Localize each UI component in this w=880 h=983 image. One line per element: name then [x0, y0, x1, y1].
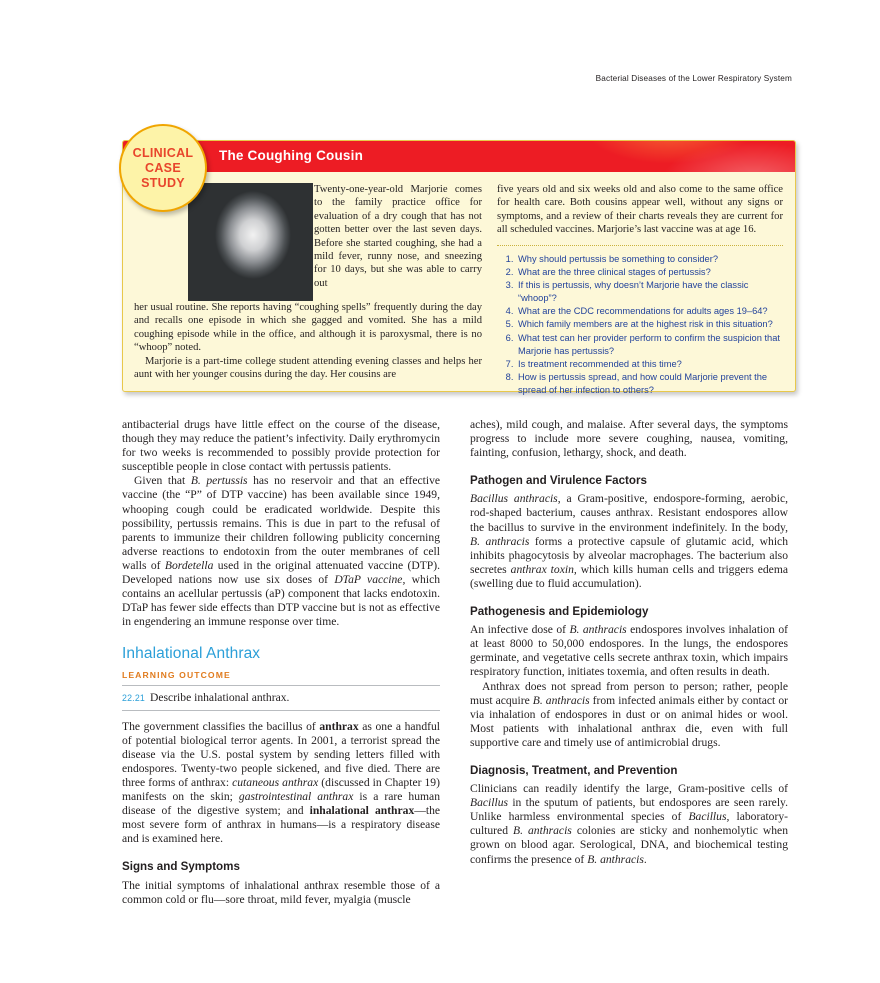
- text-run: (discussed in Chapter 19) manifests on the skin;: [122, 775, 440, 804]
- text-run: in the sputum of patients, but endospores are seen rarely. Unlike harmless environmental species of: [470, 796, 788, 824]
- text-run: Clinicians can readily identify the large, Gram-positive cells of: [470, 782, 788, 796]
- text-run: which kills human cells and triggers edema (swelling due to fluid accumulation).: [470, 562, 788, 590]
- case-study-intro-narrow: Twenty-one-year-old Marjorie comes to the family practice office for evaluation of a dry cough that has not gotten better over the last seven days. Before she started coughing, she had a mild fever, runny nose, and sneezing for 10 days, but she was able to carry out: [314, 184, 482, 289]
- list-item: 3. If this is pertussis, why doesn’t Marjorie have the classic “whoop”?: [516, 279, 787, 305]
- body-column-left: [122, 418, 440, 907]
- paragraph: [470, 680, 788, 750]
- text-italic: Bacillus: [470, 796, 508, 810]
- text-run: —the most severe form of anthrax in humans—is a respiratory disease and is examined here.: [122, 804, 441, 846]
- text-italic: B. anthracis: [532, 693, 590, 707]
- body-column-right: [470, 418, 788, 867]
- clinical-case-study-box: [122, 140, 796, 395]
- divider: [122, 710, 440, 711]
- text-run: has no reservoir and that an effective vaccine (the “P” of DTP vaccine) has been available since 1949, whooping cough could be eradicated worldwide. Despite this possibility, pertussis remains. This is due in part to the refusal of parents to immunize their children following publicity concerning adverse reactions to endotoxin from the outer membranes of cell walls of: [122, 474, 441, 572]
- clinical-case-study-badge: [119, 124, 207, 212]
- text-run: The government classifies the bacillus of: [122, 719, 320, 733]
- text-italic: B. anthracis: [587, 852, 644, 866]
- list-item: 1. Why should pertussis be something to consider?: [516, 253, 787, 266]
- badge-line-2: CASE: [145, 160, 181, 175]
- case-study-questions: [497, 253, 787, 397]
- text-italic: DTaP vaccine,: [334, 573, 406, 587]
- paragraph: aches), mild cough, and malaise. After several days, the symptoms progress to include more severe coughing, nausea, vomiting, fainting, confusion, lethargy, shock, and death.: [470, 418, 788, 460]
- text-run: , a Gram-positive, endospore-forming, aerobic, rod-shaped bacterium, causes anthrax. Resistant endospores allow the bacillus to survive in the environment indefinitely. In the body,: [470, 492, 788, 534]
- list-item: 7. Is treatment recommended at this time?: [516, 358, 787, 371]
- learning-outcome-number: 22.21: [122, 692, 146, 703]
- case-study-right-text: five years old and six weeks old and also come to the same office for health care. Both cousins appear well, without any signs or symptoms, and a review of their charts reveals they are current for all scheduled vaccines. Marjorie’s last vaccine was at age 16.: [497, 184, 783, 236]
- case-study-divider: [497, 245, 783, 246]
- learning-outcome-text: Describe inhalational anthrax.: [150, 690, 290, 704]
- text-italic: B. anthracis: [470, 534, 530, 548]
- running-head: Bacterial Diseases of the Lower Respiratory System: [595, 74, 792, 83]
- text-run: is a rare human disease of the digestive system; and: [122, 790, 440, 818]
- list-item: 5. Which family members are at the highest risk in this situation?: [516, 318, 787, 331]
- case-paragraph-1: her usual routine. She reports having “coughing spells” frequently during the day and recalls one episode in which she gagged and vomited. She has a mild coughing episode while in the office, and although it is paroxysmal, there is no “whoop” noted.: [134, 302, 482, 354]
- paragraph: [470, 492, 788, 591]
- paragraph: The initial symptoms of inhalational anthrax resemble those of a common cold or flu—sore throat, mild fever, myalgia (muscle: [122, 878, 440, 906]
- badge-line-3: STUDY: [141, 175, 185, 190]
- text-italic: Bordetella: [164, 558, 214, 572]
- case-paragraph-2: Marjorie is a part-time college student attending evening classes and helps her aunt with her younger cousins during the day. Her cousins are: [134, 355, 482, 381]
- text-run: which contains an acellular pertussis (aP) component that lacks endotoxin. DTaP has fewer side effects than DTP vaccine but is not as effective in engendering an immune response over time.: [122, 573, 441, 629]
- text-run: Given that: [134, 474, 191, 488]
- subheading-pathogen-and-virulence-factors: Pathogen and Virulence Factors: [470, 474, 647, 488]
- case-study-header-bar: [123, 141, 795, 172]
- paragraph: [122, 720, 440, 847]
- text-run: colonies are sticky and nonhemolytic when grown on blood agar. Serological, DNA, and biochemical testing confirms the presence of: [470, 824, 788, 866]
- text-run: from infected animals either by contact or via inhalation of endospores in dust or on animal hides or wool. Most patients with inhalational anthrax die, even with full supportive care and timely use of antimicrobial drugs.: [470, 693, 788, 749]
- text-italic: gastrointestinal anthrax: [238, 790, 354, 804]
- list-item: 8. How is pertussis spread, and how could Marjorie prevent the spread of her infection to others?: [516, 371, 787, 397]
- text-run: .: [643, 852, 647, 866]
- text-run: Anthrax does not spread from person to person; rather, people must acquire: [470, 679, 788, 707]
- subheading-signs-and-symptoms: Signs and Symptoms: [122, 860, 240, 874]
- section-heading-inhalational-anthrax: Inhalational Anthrax: [122, 645, 261, 663]
- learning-outcome-item: [122, 691, 440, 705]
- text-italic: B. pertussis: [190, 474, 248, 488]
- case-study-intro-wide: [134, 301, 482, 381]
- text-italic: cutaneous anthrax: [232, 775, 319, 789]
- text-italic: B. anthracis: [513, 824, 572, 838]
- subheading-diagnosis-treatment-prevention: Diagnosis, Treatment, and Prevention: [470, 763, 678, 777]
- paragraph: antibacterial drugs have little effect on the course of the disease, though they may reduce the patient’s infectivity. Daily erythromycin for two weeks is recommended to possibly provide protection for susceptible people in close contact with pertussis patients.: [122, 418, 440, 474]
- text-italic: anthrax toxin,: [510, 562, 577, 576]
- case-study-photo: [188, 183, 313, 301]
- paragraph: [470, 782, 788, 867]
- text-italic: B. anthracis: [569, 623, 627, 637]
- divider: [122, 685, 440, 686]
- text-bold: anthrax: [319, 719, 359, 733]
- text-run: laboratory-cultured: [470, 810, 788, 838]
- learning-outcome-label: LEARNING OUTCOME: [122, 669, 231, 680]
- list-item: 6. What test can her provider perform to confirm the suspicion that Marjorie has pertussis?: [516, 332, 787, 358]
- text-italic: Bacillus anthracis: [470, 492, 558, 506]
- text-italic: Bacillus,: [688, 810, 730, 824]
- text-bold: inhalational anthrax: [309, 804, 415, 818]
- subheading-pathogenesis-and-epidemiology: Pathogenesis and Epidemiology: [470, 605, 649, 619]
- paragraph: [470, 623, 788, 679]
- text-run: forms a protective capsule of glutamic acid, which inhibits phagocytosis by alveolar macrophages. The bacterium also secretes: [470, 534, 788, 576]
- list-item: 2. What are the three clinical stages of pertussis?: [516, 266, 787, 279]
- list-item: 4. What are the CDC recommendations for adults ages 19–64?: [516, 305, 787, 318]
- text-run: endospores involves inhalation of at least 8000 to 50,000 endospores. In the lungs, the endospores germinate, and vegetative cells secrete anthrax toxin, which impairs respiratory function, initiates toxemia, and often results in death.: [470, 623, 788, 679]
- text-run: as one a handful of potential biological terror agents. In 2001, a terrorist spread the disease via the U.S. postal system by sending letters filled with endospores. Twenty-two people sickened, and five died. There are three forms of anthrax:: [122, 719, 440, 789]
- paragraph: [122, 474, 440, 629]
- case-study-title: The Coughing Cousin: [219, 148, 364, 163]
- badge-line-1: CLINICAL: [132, 145, 194, 160]
- header-swoosh-decoration: [585, 141, 795, 172]
- text-run: used in the original attenuated vaccine (DTP). Developed nations now use six doses of: [122, 558, 441, 587]
- text-run: An infective dose of: [470, 623, 570, 637]
